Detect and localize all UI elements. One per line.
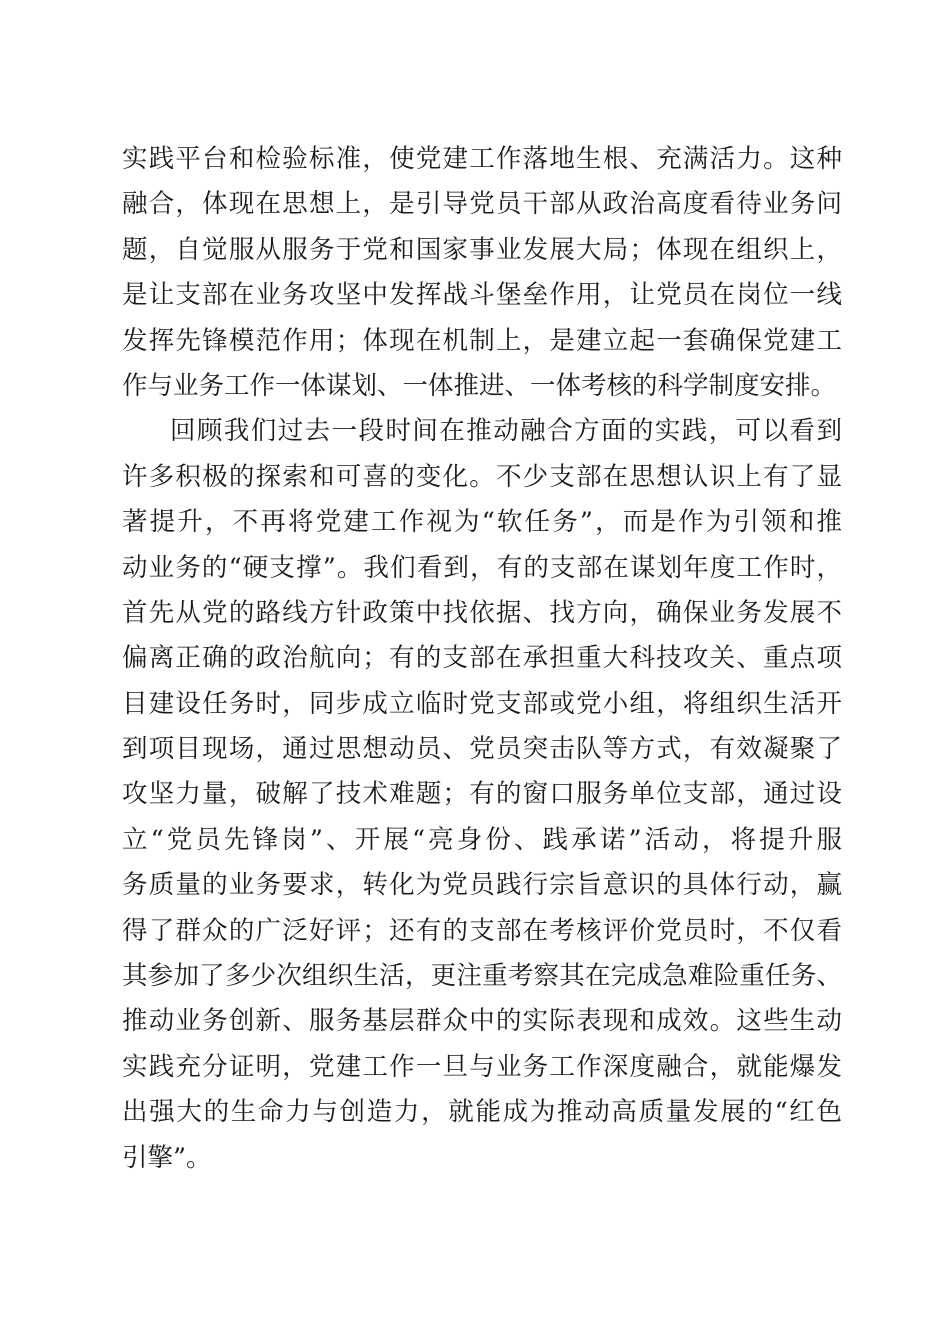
paragraph-2-line-2: 许多积极的探索和可喜的变化。不少支部在思想认识上有了显 — [122, 461, 842, 492]
paragraph-1-line-6: 作与业务工作一体谋划、一体推进、一体考核的科学制度安排。 — [122, 370, 837, 401]
paragraph-2-line-15: 实践充分证明，党建工作一旦与业务工作深度融合，就能爆发 — [122, 1051, 842, 1082]
paragraph-2-line-13: 其参加了多少次组织生活，更注重考察其在完成急难险重任务、 — [122, 961, 842, 992]
paragraph-1-line-5: 发挥先锋模范作用；体现在机制上，是建立起一套确保党建工 — [122, 325, 842, 356]
paragraph-2-line-9: 攻坚力量，破解了技术难题；有的窗口服务单位支部，通过设 — [122, 779, 842, 810]
document-body — [122, 137, 842, 1181]
paragraph-2-line-11: 务质量的业务要求，转化为党员践行宗旨意识的具体行动，赢 — [122, 870, 842, 901]
paragraph-2-line-8: 到项目现场，通过思想动员、党员突击队等方式，有效凝聚了 — [122, 734, 842, 765]
paragraph-2-line-1: 回顾我们过去一段时间在推动融合方面的实践，可以看到 — [170, 416, 842, 447]
paragraph-1-line-4: 是让支部在业务攻坚中发挥战斗堡垒作用，让党员在岗位一线 — [122, 280, 842, 311]
paragraph-2-line-5: 首先从党的路线方针政策中找依据、找方向，确保业务发展不 — [122, 597, 842, 628]
paragraph-2-line-4: 动业务的“硬支撑”。我们看到，有的支部在谋划年度工作时， — [122, 552, 842, 583]
paragraph-2-line-16: 出强大的生命力与创造力，就能成为推动高质量发展的“红色 — [122, 1097, 842, 1128]
paragraph-2-line-7: 目建设任务时，同步成立临时党支部或党小组，将组织生活开 — [122, 688, 842, 719]
paragraph-2-line-12: 得了群众的广泛好评；还有的支部在考核评价党员时，不仅看 — [122, 915, 842, 946]
paragraph-2-line-3: 著提升，不再将党建工作视为“软任务”，而是作为引领和推 — [122, 507, 842, 538]
paragraph-2-line-10: 立“党员先锋岗”、开展“亮身份、践承诺”活动，将提升服 — [122, 824, 842, 855]
paragraph-2-line-14: 推动业务创新、服务基层群众中的实际表现和成效。这些生动 — [122, 1006, 842, 1037]
paragraph-1-line-3: 题，自觉服从服务于党和国家事业发展大局；体现在组织上， — [122, 234, 842, 265]
paragraph-1-line-1: 实践平台和检验标准，使党建工作落地生根、充满活力。这种 — [122, 144, 842, 174]
paragraph-1-line-2: 融合，体现在思想上，是引导党员干部从政治高度看待业务问 — [122, 189, 842, 220]
paragraph-2-line-17: 引擎”。 — [122, 1142, 212, 1173]
paragraph-2-line-6: 偏离正确的政治航向；有的支部在承担重大科技攻关、重点项 — [122, 643, 842, 674]
